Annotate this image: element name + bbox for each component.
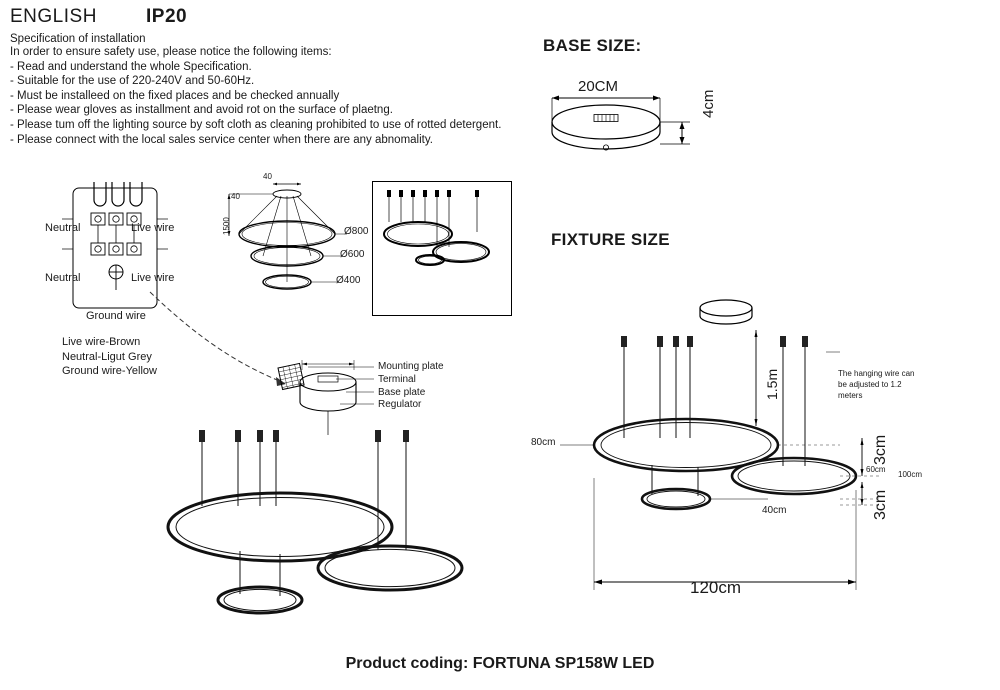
ip-rating-label: IP20	[146, 6, 188, 27]
language-label: ENGLISH	[10, 6, 97, 27]
legend-ground: Ground wire-Yellow	[62, 365, 157, 377]
dim-top-40a: 40	[263, 172, 272, 181]
gap-mid-tiny-label: 100cm	[898, 470, 923, 479]
base-width-label: 20CM	[578, 78, 619, 95]
spec-item: - Please wear gloves as installment and avoid rot on the surface of plaetng.	[10, 104, 393, 117]
spec-item: - Please tum off the lighting source by soft cloth as cleaning prohibited to use of rotted detergent.	[10, 118, 502, 131]
assembly-callout-drawing	[130, 270, 470, 440]
base-size-drawing	[530, 60, 750, 180]
base-height-label: 4cm	[700, 89, 717, 118]
wiring-live-bottom-label: Live wire	[131, 272, 175, 284]
callout-base-plate: Base plate	[378, 387, 426, 398]
base-size-title: BASE SIZE:	[543, 36, 642, 55]
spec-title: Specification of installation	[10, 33, 146, 45]
spec-list	[10, 45, 501, 147]
wiring-ground-label: Ground wire	[86, 310, 146, 322]
legend-live: Live wire-Brown	[62, 336, 141, 348]
dim-d400: Ø400	[336, 275, 361, 286]
wiring-live-top-label: Live wire	[131, 222, 175, 234]
hanging-wire-note: The hanging wire can be adjusted to 1.2 meters	[838, 369, 915, 400]
spec-item: - Please connect with the local sales service center when there are any abnomality.	[10, 133, 433, 146]
total-width-label: 120cm	[690, 578, 742, 597]
gap-mid-small-label: 60cm	[866, 465, 886, 474]
dim-d800: Ø800	[344, 226, 369, 237]
ring-small-label: 40cm	[762, 505, 787, 516]
fixture-size-title: FIXTURE SIZE	[551, 230, 670, 249]
wiring-neutral-top-label: Neutral	[45, 222, 81, 234]
dim-d600: Ø600	[340, 249, 365, 260]
product-coding-label: Product coding: FORTUNA SP158W LED	[345, 655, 655, 672]
callout-terminal: Terminal	[378, 374, 416, 385]
spec-item: - Suitable for the use of 220-240V and 50-60Hz.	[10, 75, 255, 88]
spec-intro: In order to ensure safety use, please notice the following items:	[10, 46, 332, 58]
callout-mounting-plate: Mounting plate	[378, 361, 444, 372]
dim-drop-1500: 1500	[222, 217, 231, 235]
product-illustration	[150, 420, 460, 630]
fixture-size-drawing	[540, 290, 960, 620]
legend-neutral: Neutral-Ligut Grey	[62, 350, 152, 363]
callout-regulator: Regulator	[378, 399, 422, 410]
gap-top-label: 3cm	[872, 434, 889, 465]
dim-top-40b: 40	[231, 192, 240, 201]
spec-item: - Read and understand the whole Specification.	[10, 60, 252, 73]
ring-large-label: 80cm	[531, 437, 556, 448]
wiring-neutral-bottom-label: Neutral	[45, 272, 81, 284]
spec-item: - Must be installeed on the fixed places and be checked annually	[10, 89, 340, 102]
fixture-drop-label: 1.5m	[764, 368, 780, 400]
gap-bottom-label: 3cm	[872, 489, 889, 520]
